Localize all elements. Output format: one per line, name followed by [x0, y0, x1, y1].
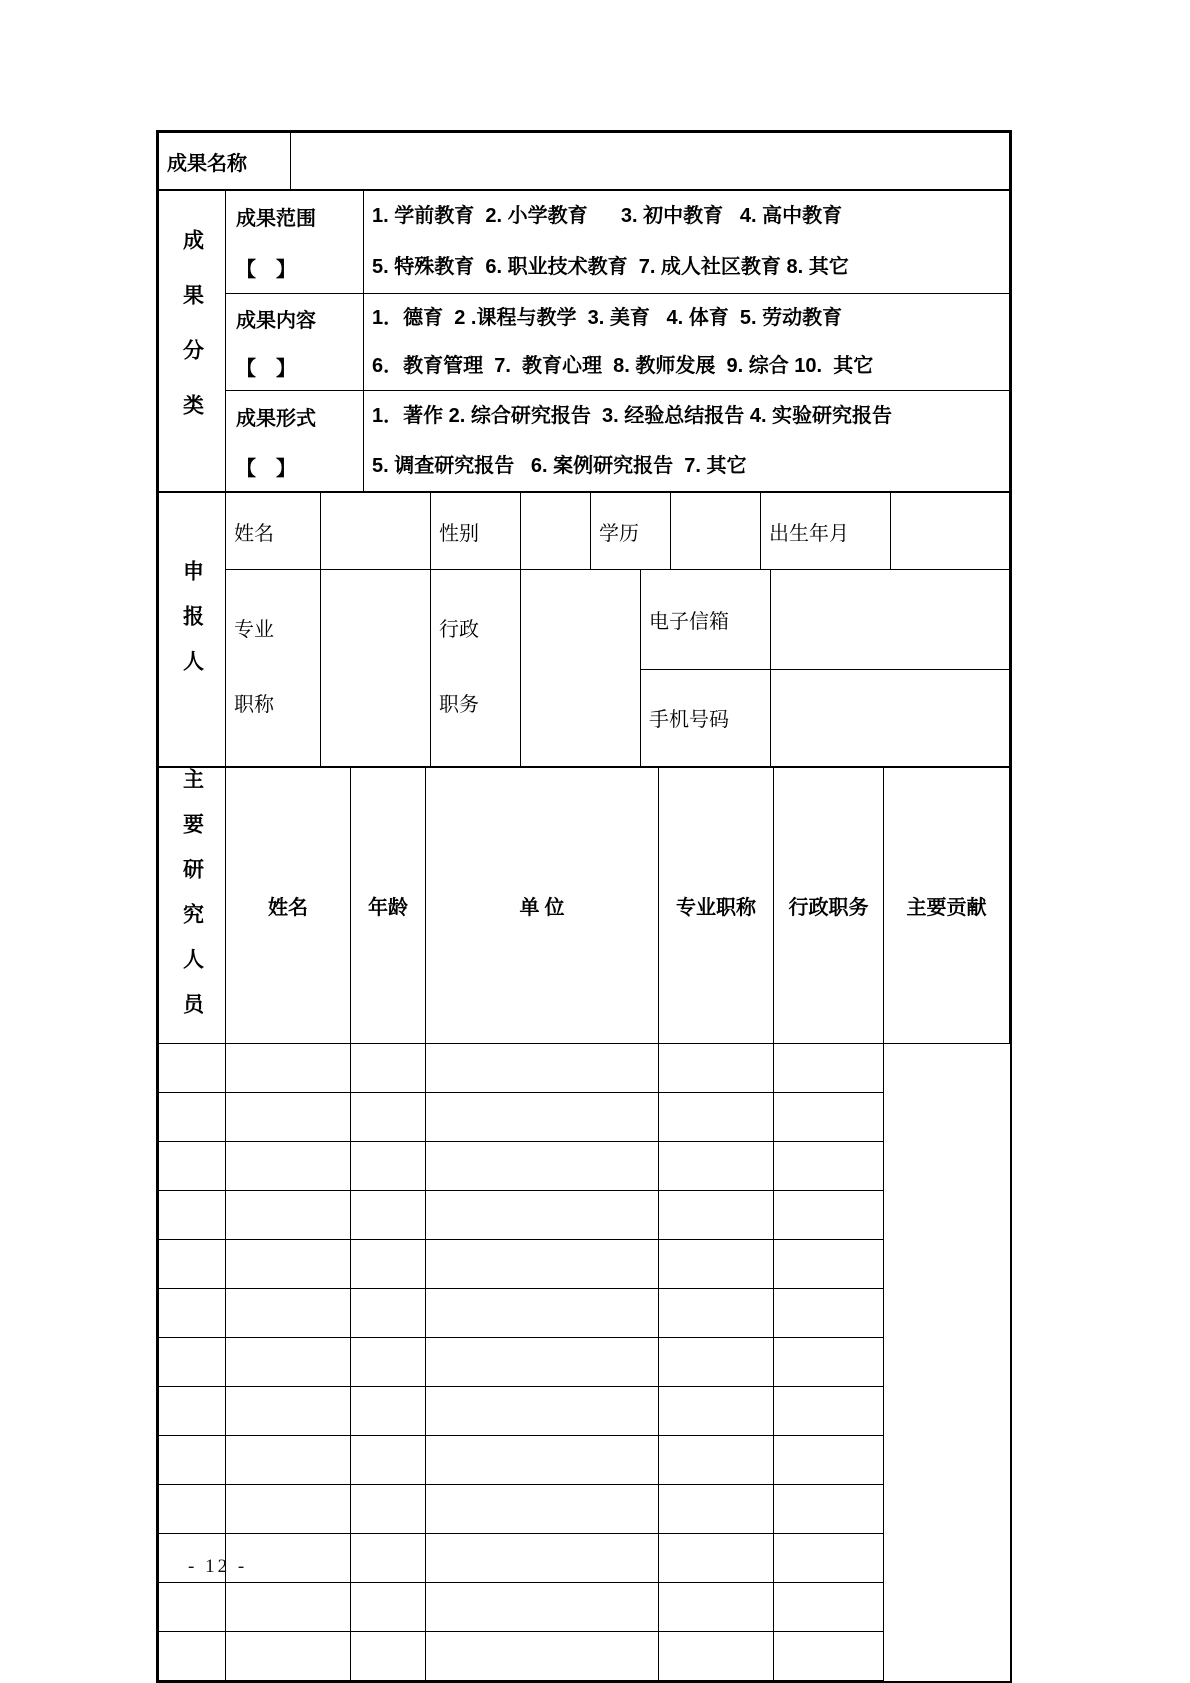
researcher-empty-cell[interactable] [426, 1142, 659, 1191]
researcher-empty-cell[interactable] [774, 1485, 884, 1534]
researchers-header-contribution: 主要贡献 [884, 768, 1010, 1044]
researcher-empty-cell[interactable] [774, 1338, 884, 1387]
researcher-empty-row [159, 1632, 1010, 1681]
range-options-cell [364, 191, 1010, 294]
content-bracket-field[interactable]: 【 】 [236, 357, 296, 380]
applicant-admin-post-input[interactable] [521, 570, 641, 767]
applicant-side-label: 申报人 [180, 559, 204, 695]
researcher-empty-cell[interactable] [659, 1289, 774, 1338]
researcher-empty-cell[interactable] [426, 1338, 659, 1387]
researcher-empty-cell[interactable] [159, 1632, 226, 1681]
researcher-empty-cell[interactable] [774, 1289, 884, 1338]
researcher-empty-row [159, 1583, 1010, 1632]
researcher-empty-cell[interactable] [226, 1338, 351, 1387]
researcher-empty-row [159, 1191, 1010, 1240]
content-options-line1: 1．德育 2 .课程与教学 3. 美育 4. 体育 5. 劳动教育 [372, 306, 843, 329]
researcher-empty-cell[interactable] [659, 1534, 774, 1583]
content-options-cell [364, 294, 1010, 391]
researcher-empty-cell[interactable] [351, 1485, 426, 1534]
researcher-empty-row [159, 1240, 1010, 1289]
researcher-empty-cell[interactable] [659, 1093, 774, 1142]
researcher-empty-cell[interactable] [226, 1485, 351, 1534]
researcher-empty-row [159, 1436, 1010, 1485]
researchers-header-name: 姓名 [226, 768, 351, 1044]
applicant-birthdate-label: 出生年月 [761, 493, 891, 570]
researchers-side-label: 主要研究人员 [180, 768, 204, 1038]
researcher-empty-cell[interactable] [159, 1583, 226, 1632]
achievement-title-label: 成果名称 [159, 133, 291, 190]
researcher-empty-cell[interactable] [426, 1436, 659, 1485]
researcher-empty-cell[interactable] [351, 1289, 426, 1338]
researcher-empty-cell[interactable] [159, 1485, 226, 1534]
researchers-section [158, 767, 1010, 1681]
researcher-empty-cell[interactable] [226, 1191, 351, 1240]
researcher-empty-cell[interactable] [159, 1142, 226, 1191]
researcher-empty-cell[interactable] [426, 1044, 659, 1093]
researcher-empty-row [159, 1534, 1010, 1583]
researcher-empty-cell[interactable] [226, 1093, 351, 1142]
researcher-empty-cell[interactable] [426, 1632, 659, 1681]
researcher-empty-cell[interactable] [426, 1093, 659, 1142]
applicant-email-label: 电子信箱 [641, 570, 771, 670]
applicant-side-label-cell [159, 493, 226, 767]
researcher-empty-cell[interactable] [226, 1436, 351, 1485]
researcher-empty-cell[interactable] [351, 1093, 426, 1142]
researcher-empty-cell[interactable] [774, 1387, 884, 1436]
researcher-empty-cell[interactable] [774, 1534, 884, 1583]
researcher-empty-row [159, 1093, 1010, 1142]
researcher-empty-cell[interactable] [226, 1044, 351, 1093]
researcher-empty-cell[interactable] [351, 1044, 426, 1093]
content-options-line2: 6．教育管理 7. 教育心理 8. 教师发展 9. 综合 10. 其它 [372, 354, 874, 377]
format-options-cell [364, 391, 1010, 492]
researcher-empty-cell[interactable] [659, 1632, 774, 1681]
applicant-birthdate-input[interactable] [891, 493, 1010, 570]
researcher-empty-cell[interactable] [774, 1583, 884, 1632]
researcher-empty-cell[interactable] [159, 1338, 226, 1387]
content-label-cell[interactable] [226, 294, 364, 391]
application-form-table [156, 130, 1012, 1683]
researcher-empty-cell[interactable] [659, 1583, 774, 1632]
researcher-empty-cell[interactable] [226, 1289, 351, 1338]
applicant-email-input[interactable] [771, 570, 1010, 670]
applicant-education-input[interactable] [671, 493, 761, 570]
researchers-header-prof-title: 专业职称 [659, 768, 774, 1044]
classification-side-label-cell [159, 191, 226, 492]
researcher-empty-cell[interactable] [774, 1142, 884, 1191]
researcher-empty-cell[interactable] [774, 1436, 884, 1485]
researcher-empty-cell[interactable] [226, 1632, 351, 1681]
format-bracket-field[interactable]: 【 】 [236, 457, 296, 480]
applicant-name-label: 姓名 [226, 493, 321, 570]
researcher-empty-cell[interactable] [351, 1142, 426, 1191]
researcher-empty-cell[interactable] [659, 1191, 774, 1240]
applicant-admin-post-label: 行政 职务 [431, 570, 521, 767]
researcher-empty-cell[interactable] [159, 1044, 226, 1093]
achievement-title-input[interactable] [291, 133, 1010, 190]
researchers-header-age: 年龄 [351, 768, 426, 1044]
researcher-empty-row [159, 1142, 1010, 1191]
researcher-empty-cell[interactable] [159, 1387, 226, 1436]
researcher-empty-cell[interactable] [774, 1044, 884, 1093]
researcher-empty-cell[interactable] [426, 1387, 659, 1436]
researcher-empty-cell[interactable] [226, 1142, 351, 1191]
range-label: 成果范围 [236, 208, 316, 230]
researcher-empty-cell[interactable] [159, 1240, 226, 1289]
researcher-empty-cell[interactable] [659, 1338, 774, 1387]
researcher-empty-cell[interactable] [774, 1240, 884, 1289]
researcher-empty-cell[interactable] [351, 1436, 426, 1485]
researcher-empty-cell[interactable] [659, 1436, 774, 1485]
applicant-education-label: 学历 [591, 493, 671, 570]
researcher-empty-row [159, 1044, 1010, 1093]
applicant-name-input[interactable] [321, 493, 431, 570]
researcher-empty-cell[interactable] [351, 1632, 426, 1681]
researcher-empty-cell[interactable] [226, 1387, 351, 1436]
researcher-empty-cell[interactable] [226, 1240, 351, 1289]
format-options-line2: 5. 调查研究报告 6. 案例研究报告 7. 其它 [372, 454, 747, 477]
researchers-side-label-cell [159, 768, 226, 1044]
researcher-empty-row [159, 1387, 1010, 1436]
researcher-empty-cell[interactable] [426, 1289, 659, 1338]
researcher-empty-cell[interactable] [774, 1093, 884, 1142]
researcher-empty-row [159, 1338, 1010, 1387]
researcher-empty-cell[interactable] [774, 1191, 884, 1240]
applicant-prof-title-label: 专业 职称 [226, 570, 321, 767]
range-options-line2: 5. 特殊教育 6. 职业技术教育 7. 成人社区教育 8. 其它 [372, 256, 849, 278]
researcher-empty-cell[interactable] [426, 1583, 659, 1632]
researcher-empty-cell[interactable] [351, 1583, 426, 1632]
classification-section [158, 190, 1010, 492]
researcher-empty-cell[interactable] [426, 1240, 659, 1289]
researcher-empty-cell[interactable] [159, 1289, 226, 1338]
researcher-empty-cell[interactable] [351, 1240, 426, 1289]
researchers-header-unit: 单 位 [426, 768, 659, 1044]
researcher-empty-cell[interactable] [159, 1093, 226, 1142]
page-number: - 12 - [188, 1556, 248, 1577]
researcher-empty-cell[interactable] [659, 1044, 774, 1093]
title-section [158, 132, 1010, 190]
range-label-cell[interactable] [226, 191, 364, 294]
applicant-phone-input[interactable] [771, 669, 1010, 766]
researcher-empty-cell[interactable] [659, 1387, 774, 1436]
researcher-empty-row [159, 1289, 1010, 1338]
researcher-empty-cell[interactable] [659, 1485, 774, 1534]
researcher-empty-cell[interactable] [426, 1534, 659, 1583]
researcher-empty-cell[interactable] [351, 1191, 426, 1240]
researchers-header-admin-post: 行政职务 [774, 768, 884, 1044]
researcher-empty-cell[interactable] [159, 1436, 226, 1485]
content-label: 成果内容 [236, 309, 316, 332]
applicant-phone-label: 手机号码 [641, 669, 771, 766]
researcher-empty-cell[interactable] [159, 1191, 226, 1240]
researcher-empty-cell[interactable] [659, 1240, 774, 1289]
format-label: 成果形式 [236, 407, 316, 430]
format-options-line1: 1．著作 2. 综合研究报告 3. 经验总结报告 4. 实验研究报告 [372, 404, 893, 427]
applicant-gender-input[interactable] [521, 493, 591, 570]
researcher-empty-cell[interactable] [426, 1191, 659, 1240]
range-options-line1: 1. 学前教育 2. 小学教育 3. 初中教育 4. 高中教育 [372, 205, 843, 227]
applicant-section [158, 492, 1010, 767]
researcher-empty-cell[interactable] [226, 1583, 351, 1632]
researcher-empty-cell[interactable] [659, 1142, 774, 1191]
applicant-prof-title-input[interactable] [321, 570, 431, 767]
researcher-empty-cell[interactable] [426, 1485, 659, 1534]
researcher-empty-cell[interactable] [774, 1632, 884, 1681]
researcher-empty-cell[interactable] [351, 1534, 426, 1583]
format-label-cell[interactable] [226, 391, 364, 492]
range-bracket-field[interactable]: 【 】 [236, 259, 296, 281]
researcher-empty-row [159, 1485, 1010, 1534]
researcher-empty-cell[interactable] [351, 1387, 426, 1436]
classification-side-label: 成果分类 [180, 228, 204, 449]
researcher-empty-cell[interactable] [351, 1338, 426, 1387]
applicant-gender-label: 性别 [431, 493, 521, 570]
